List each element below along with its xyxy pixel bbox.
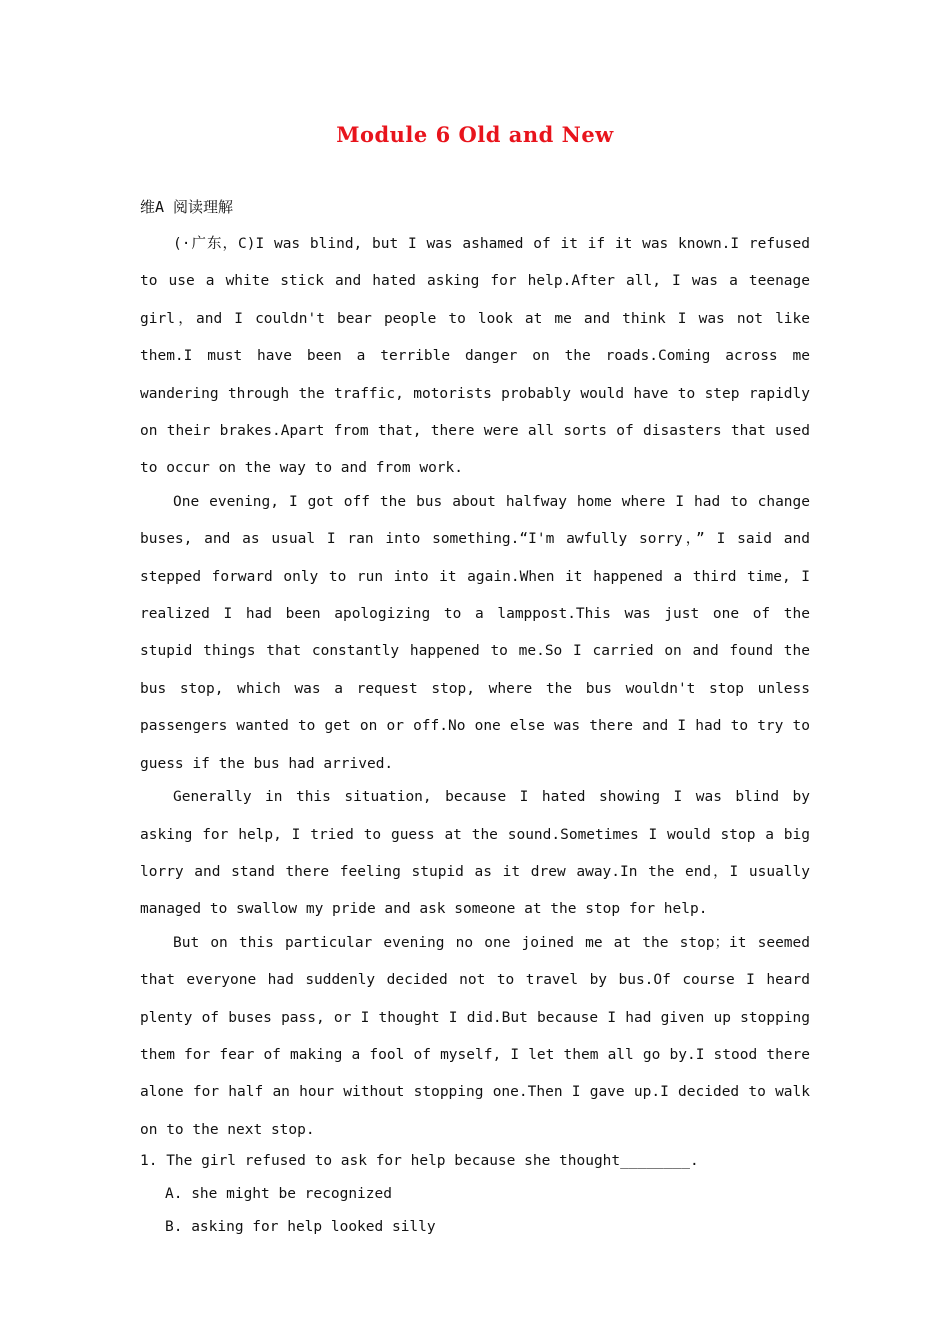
paragraph: But on this particular evening no one joined me at the stop；it seemed that everyone had suddenly decided not to travel by bus.Of course I heard plenty of buses pass, or I thought I did.But because I had given up stopping them for fear of making a fool of myself, I let them all go by.I stood there alone for half an hour without stopping one.Then I gave up.I decided to walk on to the next stop. <box>140 934 810 1138</box>
question-text: 1. The girl refused to ask for help because she thought________. <box>140 1153 699 1170</box>
page-title: Module 6 Old and New <box>336 122 614 147</box>
answer-option-b: B. asking for help looked silly <box>165 1219 436 1236</box>
paragraph: (·广东，C)I was blind, but I was ashamed of it if it was known.I refused to use a white stick and hated asking for help.After all, I was a teenage girl，and I couldn't bear people to look at me and think I was not like them.I must have been a terrible danger on the roads.Coming across me wandering through the traffic, motorists probably would have to step rapidly on their brakes.Apart from that, there were all sorts of disasters that used to occur on the way to and from work. <box>140 236 810 477</box>
passage <box>140 226 810 1244</box>
paragraph: One evening, I got off the bus about halfway home where I had to change buses, and as usual I ran into something.“I'm awfully sorry，” I said and stepped forward only to run into it again.When it happened a third time, I realized I had been apologizing to a lamppost.This was just one of the stupid things that constantly happened to me.So I carried on and found the bus stop, which was a request stop, where the bus wouldn't stop unless passengers wanted to get on or off.No one else was there and I had to try to guess if the bus had arrived. <box>140 493 810 772</box>
section-label: 维A 阅读理解 <box>140 198 234 216</box>
paragraph: Generally in this situation, because I hated showing I was blind by asking for help, I tried to guess at the sound.Sometimes I would stop a big lorry and stand there feeling stupid as it drew away.In the end，I usually managed to swallow my pride and ask someone at the stop for help. <box>140 789 810 918</box>
answer-option-a: A. she might be recognized <box>165 1186 392 1203</box>
